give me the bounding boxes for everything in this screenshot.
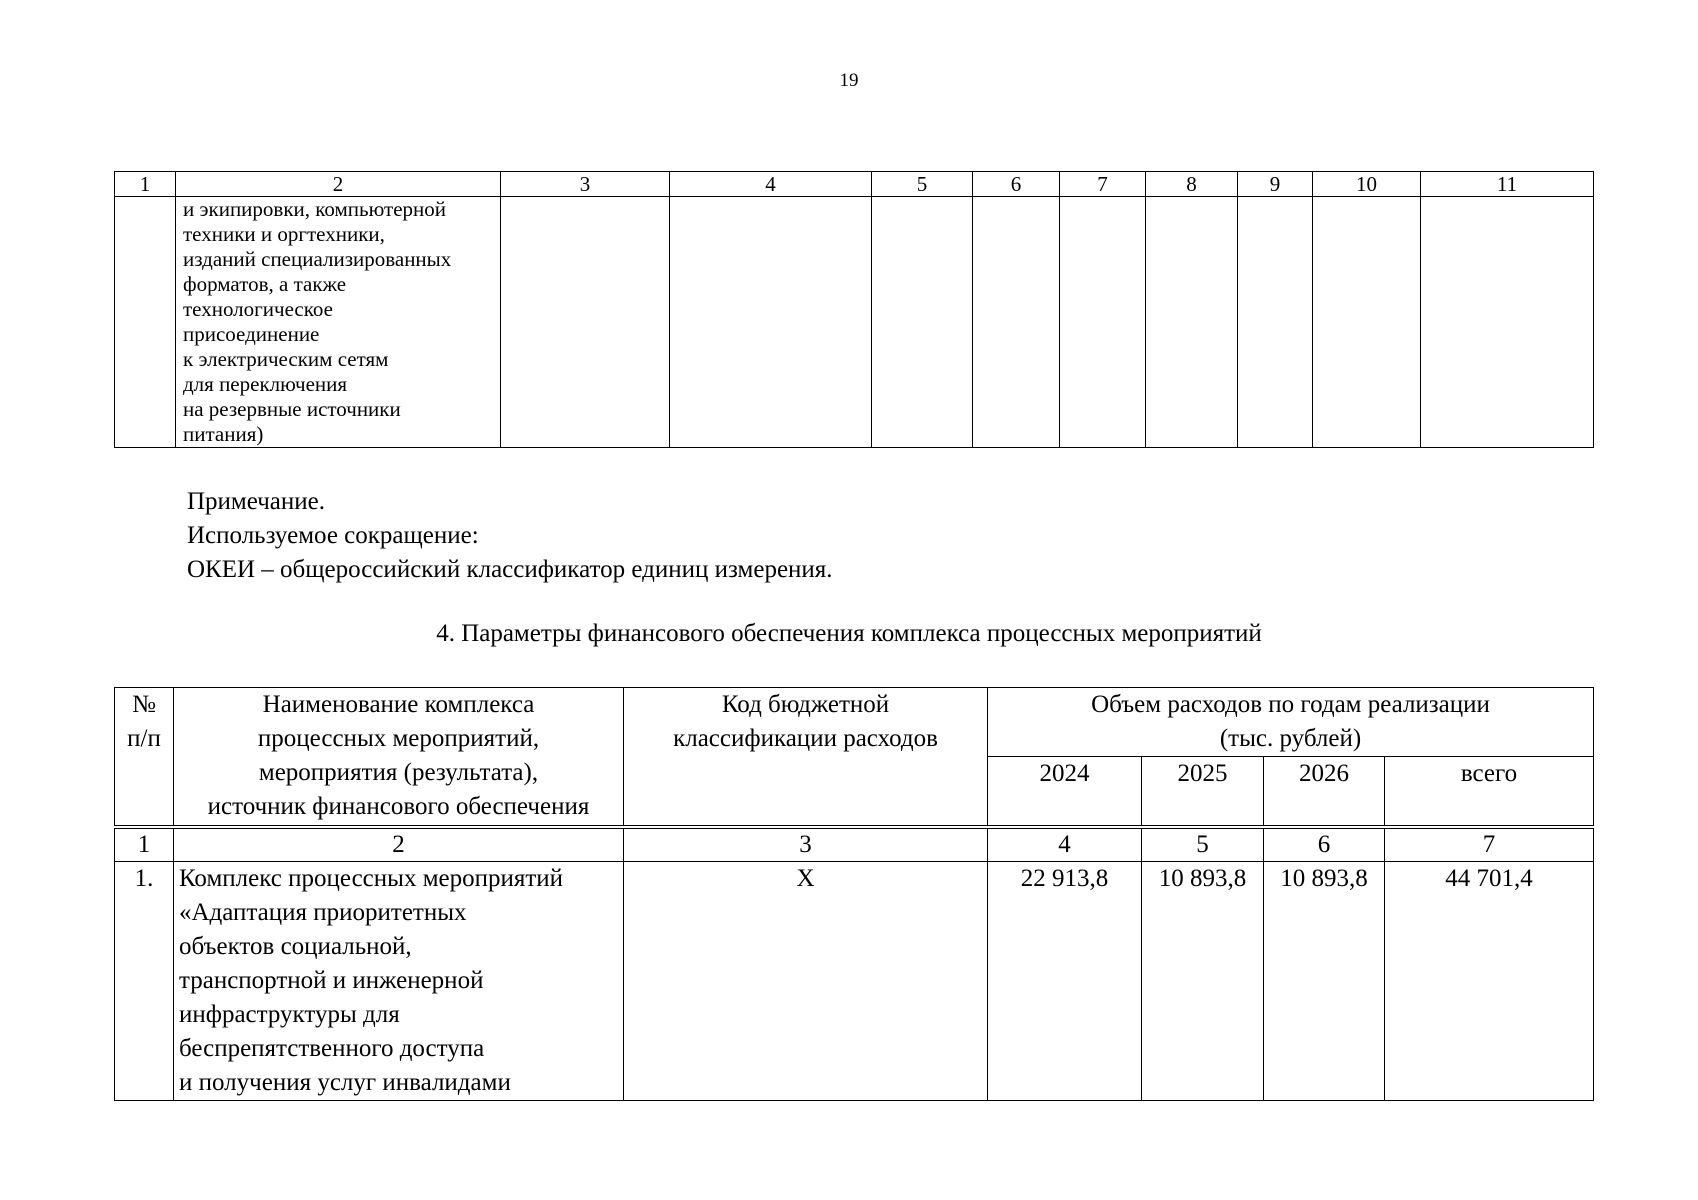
col-num-cell: 4: [988, 827, 1142, 862]
row-num-cell: 1.: [115, 862, 174, 1101]
note-block: [187, 485, 833, 587]
description-line: изданий специализированных: [183, 247, 452, 271]
row-name-cell: [174, 862, 624, 1101]
description-line: присоединение: [183, 322, 320, 346]
item-description-cell: [176, 197, 501, 448]
name-line: «Адаптация приоритетных: [179, 899, 467, 926]
empty-cell: [501, 197, 670, 448]
empty-cell: [1313, 197, 1421, 448]
col-num-cell: 11: [1421, 172, 1594, 197]
col-num-cell: 7: [1060, 172, 1146, 197]
financing-table: [114, 687, 1594, 1101]
header-volume-cell: [988, 688, 1594, 757]
description-line: к электрическим сетям: [183, 347, 389, 371]
header-year-cell: 2025: [1142, 757, 1264, 828]
empty-cell: [1421, 197, 1594, 448]
continuation-table: [114, 171, 1594, 448]
col-num-cell: 5: [872, 172, 973, 197]
col-num-cell: 1: [115, 172, 176, 197]
empty-cell: [670, 197, 872, 448]
description-line: техники и оргтехники,: [183, 222, 385, 246]
empty-cell: [973, 197, 1060, 448]
col-num-cell: 9: [1238, 172, 1313, 197]
header-text: Наименование комплекса: [262, 691, 535, 718]
empty-cell: [1060, 197, 1146, 448]
row-total-cell: 44 701,4: [1385, 862, 1594, 1101]
col-num-cell: 2: [174, 827, 624, 862]
header-text: п/п: [127, 725, 161, 752]
name-line: беспрепятственного доступа: [179, 1035, 485, 1062]
note-title: Примечание.: [187, 488, 326, 515]
header-code-cell: [624, 688, 988, 828]
col-num-cell: 4: [670, 172, 872, 197]
empty-cell: [115, 197, 176, 448]
page-number: 19: [839, 70, 859, 91]
col-num-cell: 6: [973, 172, 1060, 197]
table-row: [115, 197, 1594, 448]
header-text: мероприятия (результата),: [258, 759, 539, 786]
description-line: питания): [183, 422, 264, 446]
header-row: [115, 688, 1594, 757]
empty-cell: [872, 197, 973, 448]
col-num-cell: 3: [624, 827, 988, 862]
col-num-cell: 5: [1142, 827, 1264, 862]
name-line: объектов социальной,: [179, 933, 412, 960]
note-line: Используемое сокращение:: [187, 522, 479, 549]
col-num-cell: 10: [1313, 172, 1421, 197]
header-text: №: [132, 691, 156, 718]
description-line: на резервные источники: [183, 397, 401, 421]
name-line: транспортной и инженерной: [179, 967, 484, 994]
table-row: [115, 862, 1594, 1101]
description-line: и экипировки, компьютерной: [183, 197, 447, 221]
header-text: классификации расходов: [673, 725, 938, 752]
row-2025-cell: 10 893,8: [1142, 862, 1264, 1101]
empty-cell: [1238, 197, 1313, 448]
name-line: Комплекс процессных мероприятий: [179, 865, 564, 892]
row-2024-cell: 22 913,8: [988, 862, 1142, 1101]
col-num-cell: 1: [115, 827, 174, 862]
header-name-cell: [174, 688, 624, 828]
header-text: источник финансового обеспечения: [207, 793, 590, 820]
col-num-cell: 3: [501, 172, 670, 197]
col-num-cell: 2: [176, 172, 501, 197]
header-year-cell: 2024: [988, 757, 1142, 828]
col-num-cell: 6: [1264, 827, 1385, 862]
name-line: и получения услуг инвалидами: [179, 1069, 511, 1096]
header-text: Объем расходов по годам реализации: [1091, 691, 1490, 718]
col-num-cell: 8: [1146, 172, 1238, 197]
description-line: для переключения: [183, 372, 348, 396]
header-text: Код бюджетной: [721, 691, 890, 718]
header-year-cell: 2026: [1264, 757, 1385, 828]
description-line: форматов, а также: [183, 272, 347, 296]
section-title: 4. Параметры финансового обеспечения комплекса процессных мероприятий: [436, 620, 1262, 647]
name-line: инфраструктуры для: [179, 1001, 400, 1028]
column-number-row: [115, 172, 1594, 197]
col-num-cell: 7: [1385, 827, 1594, 862]
column-number-row: [115, 827, 1594, 862]
description-line: технологическое: [183, 297, 333, 321]
empty-cell: [1146, 197, 1238, 448]
header-total-cell: всего: [1385, 757, 1594, 828]
note-line: ОКЕИ – общероссийский классификатор единиц измерения.: [187, 556, 833, 583]
header-num-cell: [115, 688, 174, 828]
header-text: (тыс. рублей): [1219, 725, 1362, 752]
row-code-cell: Х: [624, 862, 988, 1101]
header-text: процессных мероприятий,: [257, 725, 540, 752]
row-2026-cell: 10 893,8: [1264, 862, 1385, 1101]
